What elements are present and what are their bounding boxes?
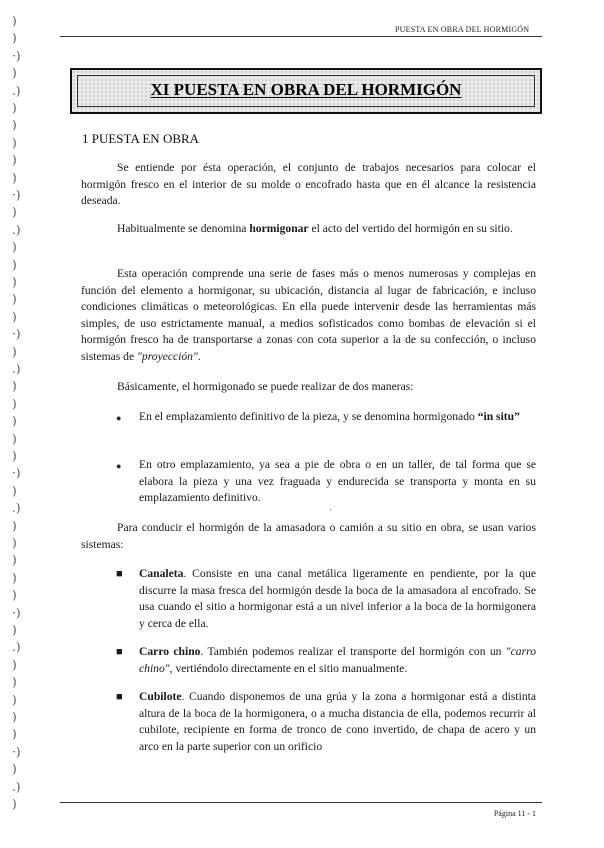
paragraph-hormigonar-text: Habitualmente se denomina <box>117 222 250 235</box>
binding-mark: .) <box>12 640 21 655</box>
binding-mark: ) <box>12 536 17 550</box>
term-canaleta: Canaleta <box>139 567 184 580</box>
binding-mark: ·) <box>12 605 21 620</box>
binding-mark: .) <box>12 779 21 794</box>
list-item-text <box>139 409 536 426</box>
binding-mark: ) <box>12 483 17 498</box>
paragraph-two-ways: Básicamente, el hormigonado se puede realizar de dos maneras: <box>117 380 414 393</box>
paragraph-hormigonar-text-end: el acto del vertido del hormigón en su sitio. <box>308 222 513 235</box>
term-cubilote: Cubilote <box>139 690 182 703</box>
binding-mark: ) <box>12 553 17 568</box>
list-item-cubilote <box>116 689 536 755</box>
binding-mark: .) <box>12 222 21 237</box>
bullet-icon: ● <box>116 461 122 471</box>
paragraph-phases <box>81 266 536 365</box>
binding-mark: ) <box>12 797 17 811</box>
bullet-icon: ■ <box>116 568 123 580</box>
paragraph-definition: Se entiende por ésta operación, el conjunto de trabajos necesarios para colocar el hormigón fresco en el interior de su molde o encofrado hasta que en él alcance la resistencia deseada. <box>81 161 536 207</box>
paragraph-phases-text-end: . <box>197 349 201 363</box>
bullet-icon: ■ <box>116 646 123 658</box>
footer-rule <box>60 802 542 803</box>
list-item-body: . Cuando disponemos de una grúa y la zona a hormigonar está a distinta altura de la boca de la hormigonera, o a mucha distancia de ella, podemos recurrir al cubilote, recipiente en forma de tronco de cono invertido, de chapa de acero y un arco en la parte superior con un orificio <box>139 690 536 753</box>
binding-mark: ) <box>12 449 17 463</box>
binding-mark: ) <box>12 762 17 777</box>
binding-mark: ·) <box>12 744 21 759</box>
binding-mark: ) <box>12 240 17 255</box>
list-item-text <box>139 566 536 632</box>
list-item-body: . Consiste en una canal metálica ligeramente en pendiente, por la que discurre la masa fresca del hormigón desde la boca de la amasadora al encofrado. Se usa cuando el sitio a hormigonar está a un nivel inferior a la boca de la hormigonera y cerca de ella. <box>139 567 536 630</box>
list-item-body: En el emplazamiento definitivo de la pieza, y se denomina hormigonado <box>139 410 478 423</box>
binding-mark: ·) <box>12 48 21 63</box>
binding-mark: .) <box>12 501 21 516</box>
binding-mark: ) <box>12 518 17 533</box>
list-item-text: En otro emplazamiento, ya sea a pie de obra o en un taller, de tal forma que se elabora la pieza y una vez fraguada y endurecida se transporta y monta en su emplazamiento definitivo. <box>139 458 536 504</box>
binding-mark: ) <box>12 675 17 690</box>
binding-mark: ·) <box>12 188 21 202</box>
list-item-in-situ <box>116 409 536 426</box>
chapter-title: XI PUESTA EN OBRA DEL HORMIGÓN <box>150 80 462 99</box>
binding-mark: ) <box>12 431 17 446</box>
binding-mark: ) <box>12 135 17 150</box>
list-item-text <box>139 689 536 755</box>
binding-mark: ) <box>12 309 17 324</box>
binding-mark: ) <box>12 727 17 742</box>
scan-binding-edge <box>0 0 34 848</box>
binding-mark: ) <box>12 275 17 289</box>
binding-mark: ) <box>12 292 17 307</box>
binding-mark: ) <box>12 205 17 220</box>
binding-mark: ) <box>12 657 17 672</box>
binding-mark: ·) <box>12 327 21 342</box>
binding-mark: ) <box>12 414 17 429</box>
binding-mark: ) <box>12 396 17 411</box>
term-carro-chino: Carro chino <box>139 645 201 658</box>
binding-mark: ) <box>12 692 17 707</box>
binding-mark: ) <box>12 66 17 81</box>
list-item-body-end: , vertiéndolo directamente en el sitio manualmente. <box>169 661 408 675</box>
paragraph-phases-text: Esta operación comprende una serie de fases más o menos numerosas y complejas en función del elemento a hormigonar, su ubicación, distancia al lugar de fabricación, e incluso condiciones climáticas o meteorológicas. En ella puede intervenir desde las herramientas más simples, de uso estrictamente manual, a medios sofisticados como bombas de elevación si el hormigón fresco ha de transportarse a zonas con cota superior a la de su confección, o incluso sistemas de <box>81 267 536 363</box>
paragraph-systems-intro: Para conducir el hormigón de la amasadora o camión a su sitio en obra, se usan varios sistemas: <box>81 521 536 551</box>
binding-mark: ) <box>12 153 17 168</box>
page-number: Página 11 - 1 <box>493 809 536 818</box>
running-header: PUESTA EN OBRA DEL HORMIGÓN <box>395 25 530 34</box>
binding-mark: ) <box>12 570 17 585</box>
list-item-otro-emplazamiento <box>116 457 536 507</box>
scan-speck: ' <box>330 508 332 516</box>
binding-mark: ) <box>12 118 17 133</box>
binding-mark: .) <box>12 362 21 376</box>
list-item-body: . También podemos realizar el transporte del hormigón con un <box>200 645 506 658</box>
binding-mark: .) <box>12 83 21 98</box>
term-carro-chino-italic: "carro chino" <box>139 645 536 675</box>
binding-mark: ·) <box>12 466 21 481</box>
binding-mark: ) <box>12 710 17 724</box>
paragraph-hormigonar <box>81 221 536 238</box>
term-in-situ: “in situ” <box>477 410 520 423</box>
binding-mark: ) <box>12 14 17 28</box>
binding-mark: ) <box>12 31 17 46</box>
list-item-carro-chino <box>116 644 536 677</box>
binding-mark: ) <box>12 344 17 359</box>
header-rule <box>60 36 542 37</box>
bullet-icon: ● <box>116 413 122 423</box>
section-heading: 1 PUESTA EN OBRA <box>82 131 200 146</box>
binding-mark: ) <box>12 101 17 115</box>
list-item-text <box>139 644 536 677</box>
bullet-icon: ■ <box>116 691 123 703</box>
binding-mark: ) <box>12 257 17 272</box>
term-hormigonar: hormigonar <box>249 222 309 235</box>
chapter-title-box <box>70 68 542 114</box>
binding-mark: ) <box>12 623 17 637</box>
binding-mark: ) <box>12 588 17 603</box>
list-item-canaleta <box>116 566 536 632</box>
term-proyeccion: "proyección" <box>137 349 198 363</box>
binding-mark: ) <box>12 379 17 394</box>
binding-mark: ) <box>12 170 17 185</box>
